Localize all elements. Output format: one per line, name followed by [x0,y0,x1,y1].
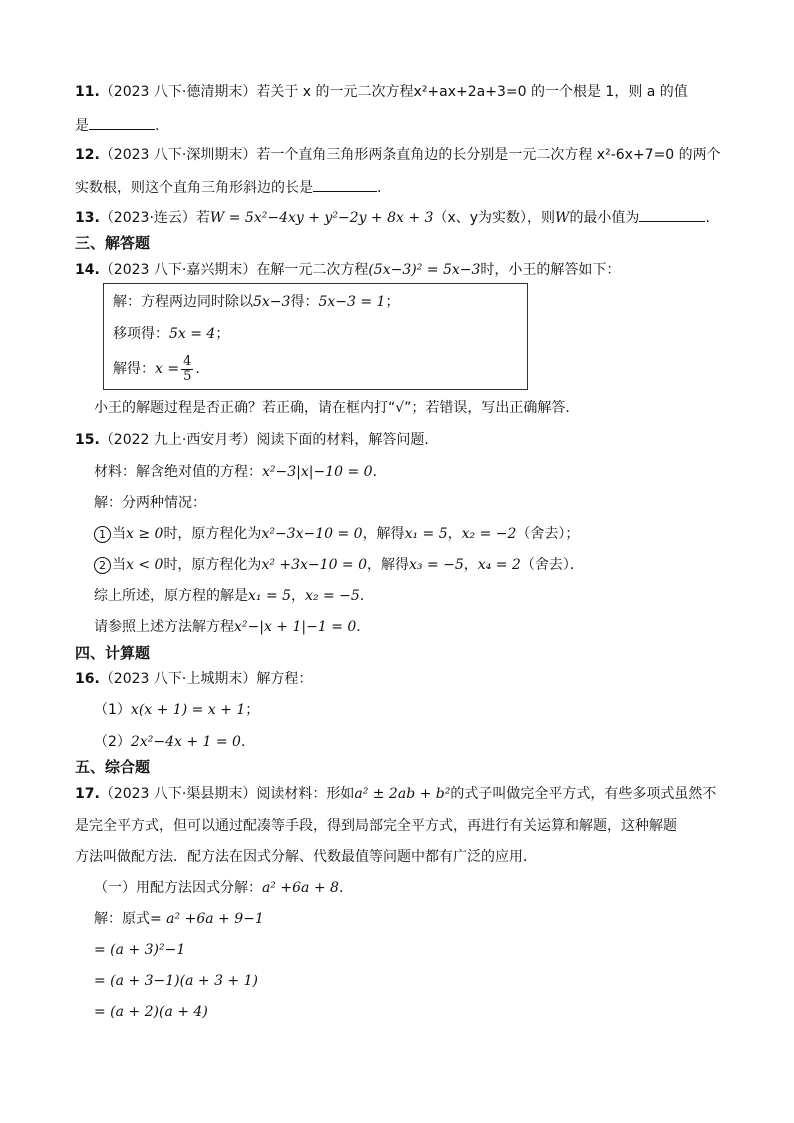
q15-l6c: ． [356,619,371,635]
q13-text-b: （x、y为实数），则 [433,210,556,226]
q15-conclusion [94,587,374,605]
q17-l4a: （一）用配方法因式分解： [94,880,262,896]
q14-box-l1c: 得： [290,294,319,310]
section-3-heading: 三、解答题 [75,234,151,252]
q11-source: （2023 八下·德清期末） [99,84,257,100]
q13-end: . [705,210,710,226]
q16-p1c: ； [245,702,260,718]
q15-l4h: x₄ = 2 [477,557,521,573]
circled-2-icon: 2 [94,557,111,574]
q15-l3g: ， [447,526,462,542]
q17-part1 [94,879,353,897]
q15-l3c: 时，原方程化为 [163,526,262,542]
section-4-heading: 四、计算题 [75,644,151,662]
q15-l4b: x < 0 [126,557,164,573]
q14-box-line3 [113,352,200,386]
q15-number: 15. [75,432,100,448]
q14-after: 小王的解题过程是否正确？若正确，请在框内打“√”；若错误，写出正确解答． [94,400,580,416]
q15-l5a: 综上所述，原方程的解是 [94,588,248,604]
q15-l5b: x₁ = 5 [248,588,292,604]
q16-p2c: ． [240,734,255,750]
q14-number: 14. [75,262,100,278]
q17-step3: = (a + 3−1)(a + 3 + 1) [94,973,258,989]
q14-line1 [75,261,620,279]
q16-p1b: x(x + 1) = x + 1 [130,702,246,718]
q13-answer-blank[interactable] [639,207,705,222]
q12-end: . [377,180,382,196]
q14-frac-den: 5 [183,368,192,384]
q12-answer-blank[interactable] [313,177,377,192]
q15-line1 [75,431,438,449]
q15-l3d: x²−3x−10 = 0 [261,526,363,542]
q14-box-l1b: 5x−3 [253,294,291,310]
q14-box-l2a: 移项得： [113,326,169,342]
q15-l5c: ， [291,588,306,604]
q15-l4a: 当 [112,557,126,573]
q13-var: W [555,210,570,226]
q14-box-l3a: 解得： [113,361,155,377]
q16-part2 [94,733,255,751]
q12-text-a: 若一个直角三角形两条直角边的长分别是一元二次方程 [256,147,597,163]
q13-text-c: 的最小值为 [569,210,640,226]
q14-text-b: 时，小王的解答如下： [480,262,621,278]
q12-line2-text: 实数根，则这个直角三角形斜边的长是 [75,180,313,196]
q13-equation: W = 5x²−4xy + y²−2y + 8x + 3 [209,210,434,226]
q13-line [75,207,710,227]
q15-l3e: ，解得 [362,526,405,542]
q16-p2a: （2） [94,734,131,750]
q17-line2: 是完全平方式，但可以通过配凑等手段，得到局部完全平方式，再进行有关运算和解题，这种解题 [75,818,677,834]
q14-box-l3c: . [195,361,200,377]
q15-l1b: x²−3|x|−10 = 0 [262,464,373,480]
q14-box-line2 [113,325,229,343]
q17-line3: 方法叫做配方法．配方法在因式分解、代数最值等问题中都有广泛的应用． [75,849,537,865]
q15-l6a: 请参照上述方法解方程 [94,619,234,635]
q11-line2 [75,115,159,135]
q12-text-b: 的两个 [674,147,721,163]
q15-task [94,618,370,636]
q16-source: （2023 八下·上城期末） [99,671,257,687]
q15-l4e: ，解得 [367,557,410,573]
q15-l3f: x₁ = 5 [404,526,448,542]
q16-text: 解方程： [256,671,313,687]
q14-equation: (5x−3)² = 5x−3 [368,262,481,278]
q12-equation: x²-6x+7=0 [596,147,675,163]
q15-text: 阅读下面的材料，解答问题． [256,432,439,448]
q16-part1 [94,701,259,719]
q14-box-l1a: 解：方程两边同时除以 [113,294,253,310]
q15-l4i: （舍去）． [520,557,584,573]
q15-l3b: x ≥ 0 [126,526,164,542]
q17-l1a: 阅读材料：形如 [256,786,355,802]
q15-l4d: x² +3x−10 = 0 [261,557,368,573]
q15-l3h: x₂ = −2 [461,526,517,542]
q17-l1b: a² ± 2ab + b² [354,786,451,802]
q16-number: 16. [75,671,100,687]
q12-source: （2023 八下·深圳期末） [99,147,257,163]
q15-l4f: x₃ = −5 [409,557,464,573]
q15-l4g: ， [463,557,478,573]
q11-number: 11. [75,84,100,100]
q12-line2 [75,177,381,197]
q12-number: 12. [75,147,100,163]
q15-l5e: ． [359,588,374,604]
q15-l1c: ． [372,464,387,480]
q11-end: . [155,118,160,134]
q17-source: （2023 八下·渠县期末） [99,786,257,802]
q11-text-b: 的一个根是 1，则 a 的值 [526,84,688,100]
q17-number: 17. [75,786,100,802]
q17-l4b: a² +6a + 8 [262,880,339,896]
q17-l5b: = a² +6a + 9−1 [150,911,264,927]
q14-box-l3b: x = [155,361,180,377]
q15-l3a: 当 [112,526,126,542]
q14-box-l2c: ； [215,326,230,342]
q15-l1a: 材料：解含绝对值的方程： [94,464,262,480]
circled-1-icon: 1 [94,526,111,543]
q17-step2: = (a + 3)²−1 [94,942,186,958]
q15-solution-intro: 解：分两种情况： [94,495,206,511]
q14-box-l2b: 5x = 4 [169,326,216,342]
q15-l6b: x²−|x + 1|−1 = 0 [234,619,357,635]
q15-l5d: x₂ = −5 [305,588,360,604]
q14-source: （2023 八下·嘉兴期末） [99,262,257,278]
q17-l5a: 解：原式 [94,911,150,927]
q17-step1 [94,910,264,928]
q11-line2-text: 是 [75,118,89,134]
q11-line1 [75,83,688,101]
q15-material [94,463,387,481]
q14-box-line1 [113,293,399,311]
q11-equation: x²+ax+2a+3=0 [413,84,527,100]
q15-case2 [94,556,584,574]
q11-answer-blank[interactable] [89,115,155,130]
section-5-heading: 五、综合题 [75,758,151,776]
q14-frac-num: 4 [183,353,192,369]
q15-l4c: 时，原方程化为 [163,557,262,573]
q15-source: （2022 九上·西安月考） [99,432,257,448]
q16-p2b: 2x²−4x + 1 = 0 [130,734,241,750]
q17-line1 [75,785,716,803]
q11-text-a: 若关于 x 的一元二次方程 [256,84,414,100]
q14-fraction [181,355,193,384]
q17-l1c: 的式子叫做完全平方式，有些多项式虽然不 [450,786,717,802]
q15-case1 [94,525,579,543]
q16-line1 [75,670,312,688]
q17-step4: = (a + 2)(a + 4) [94,1004,208,1020]
q13-source: （2023·连云） [99,210,196,226]
q15-l3i: （舍去）； [516,526,580,542]
q16-p1a: （1） [94,702,131,718]
q14-box-l1d: 5x−3 = 1 [318,294,386,310]
q13-text-a: 若 [195,210,210,226]
q12-line1 [75,146,721,164]
q17-l4c: ． [338,880,353,896]
q13-number: 13. [75,210,100,226]
q14-box-l1e: ； [385,294,400,310]
q14-text-a: 在解一元二次方程 [256,262,369,278]
